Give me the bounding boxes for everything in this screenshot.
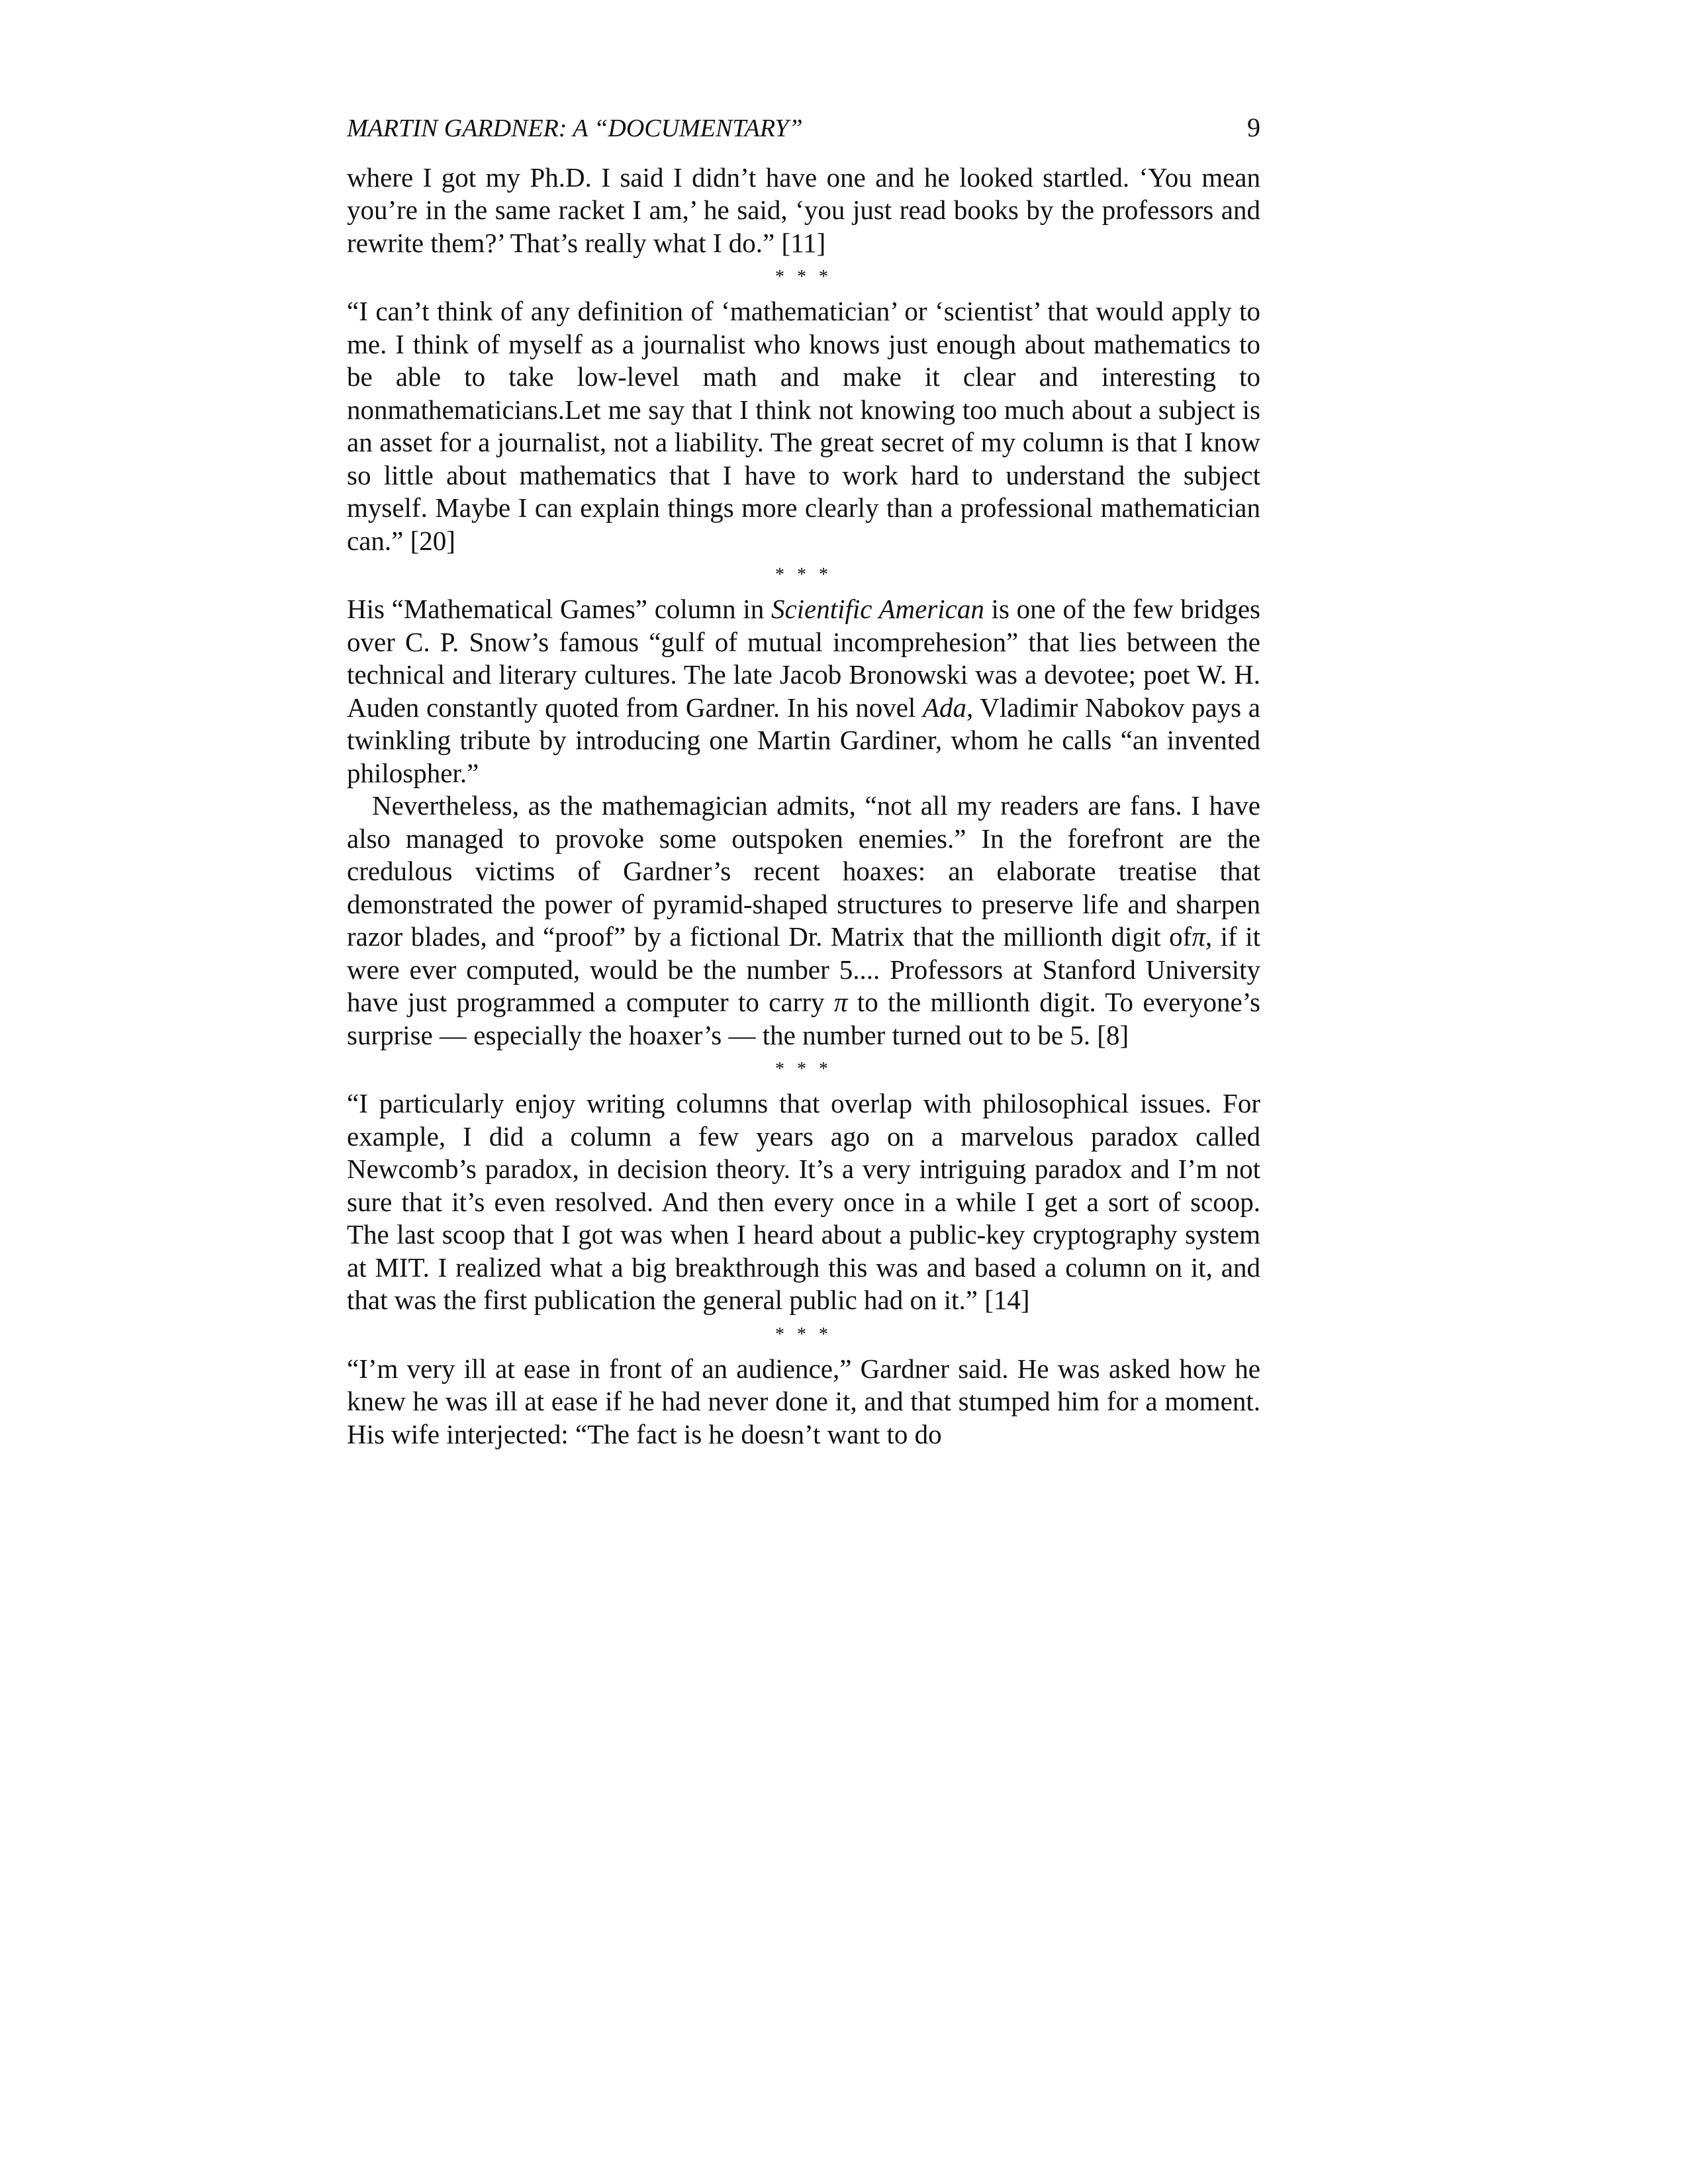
running-title: MARTIN GARDNER: A “DOCUMENTARY” (347, 114, 803, 142)
text-run: is one of the few bridges over C. P. Snow’s famous “gulf of mutual incomprehesion” that lies between the technical and literary cultures. The late Jacob Bronowski was a devotee; poet W. H. Auden constantly quoted from Gardner. In his novel (347, 594, 1260, 723)
text-run: , Vladimir Nabokov pays a twinkling tribute by introducing one Martin Gardiner, whom he calls “an invented philospher.” (347, 692, 1260, 788)
pi-symbol: π (1192, 921, 1205, 952)
section-separator: * * * (775, 565, 832, 585)
text-run: His “Mathematical Games” column in (347, 594, 771, 624)
running-head (347, 111, 1260, 146)
section-separator: * * * (775, 1324, 832, 1345)
page-number: 9 (1247, 113, 1260, 142)
page-body (347, 111, 1260, 1451)
magazine-title: Scientific American (771, 594, 984, 624)
paragraph-2: “I can’t think of any definition of ‘mathematician’ or ‘scientist’ that would apply to me. I think of myself as a journalist who knows just enough about mathematics to be able to take low-level math and make it clear and interesting to nonmathematicians.Let me say that I think not knowing too much about a subject is an asset for a journalist, not a liability. The great secret of my column is that I know so little about mathematics that I have to work hard to understand the subject myself. Maybe I can explain things more clearly than a professional mathematician can.” [20] (347, 296, 1260, 556)
text-run: Nevertheless, as the mathemagician admits, “not all my readers are fans. I have also managed to provoke some outspoken enemies.” In the forefront are the credulous victims of Gardner’s recent hoaxes: an elaborate treatise that demonstrated the power of pyramid-shaped structures to preserve life and sharpen razor blades, and “proof” by a fictional Dr. Matrix that the millionth digit of (347, 790, 1260, 952)
pi-symbol: π (833, 987, 848, 1017)
paragraph-3 (347, 593, 1260, 790)
paragraph-4 (347, 790, 1260, 1052)
section-separator: * * * (775, 267, 832, 287)
section-separator: * * * (775, 1059, 832, 1079)
paragraph-5: “I particularly enjoy writing columns that overlap with philosophical issues. For example, I did a column a few years ago on a marvelous paradox called Newcomb’s paradox, in decision theory. It’s a very intriguing paradox and I’m not sure that it’s even resolved. And then every once in a while I get a sort of scoop. The last scoop that I got was when I heard about a public-key cryptography system at MIT. I realized what a big breakthrough this was and based a column on it, and that was the first publication the general public had on it.” [14] (347, 1088, 1260, 1315)
text-run: , if it were ever computed, would be the number 5.... Professors at Stanford University have just programmed a computer to carry (347, 921, 1260, 1017)
novel-title: Ada (923, 692, 967, 723)
text-run: to the millionth digit. To everyone’s surprise — especially the hoaxer’s — the number turned out to be 5. [8] (347, 987, 1260, 1050)
paragraph-6: “I’m very ill at ease in front of an audience,” Gardner said. He was asked how he knew he was ill at ease if he had never done it, and that stumped him for a moment. His wife interjected: “The fact is he doesn’t want to do (347, 1353, 1260, 1449)
paragraph-1: where I got my Ph.D. I said I didn’t have one and he looked startled. ‘You mean you’re in the same racket I am,’ he said, ‘you just read books by the professors and rewrite them?’ That’s really what I do.” [11] (347, 161, 1260, 258)
